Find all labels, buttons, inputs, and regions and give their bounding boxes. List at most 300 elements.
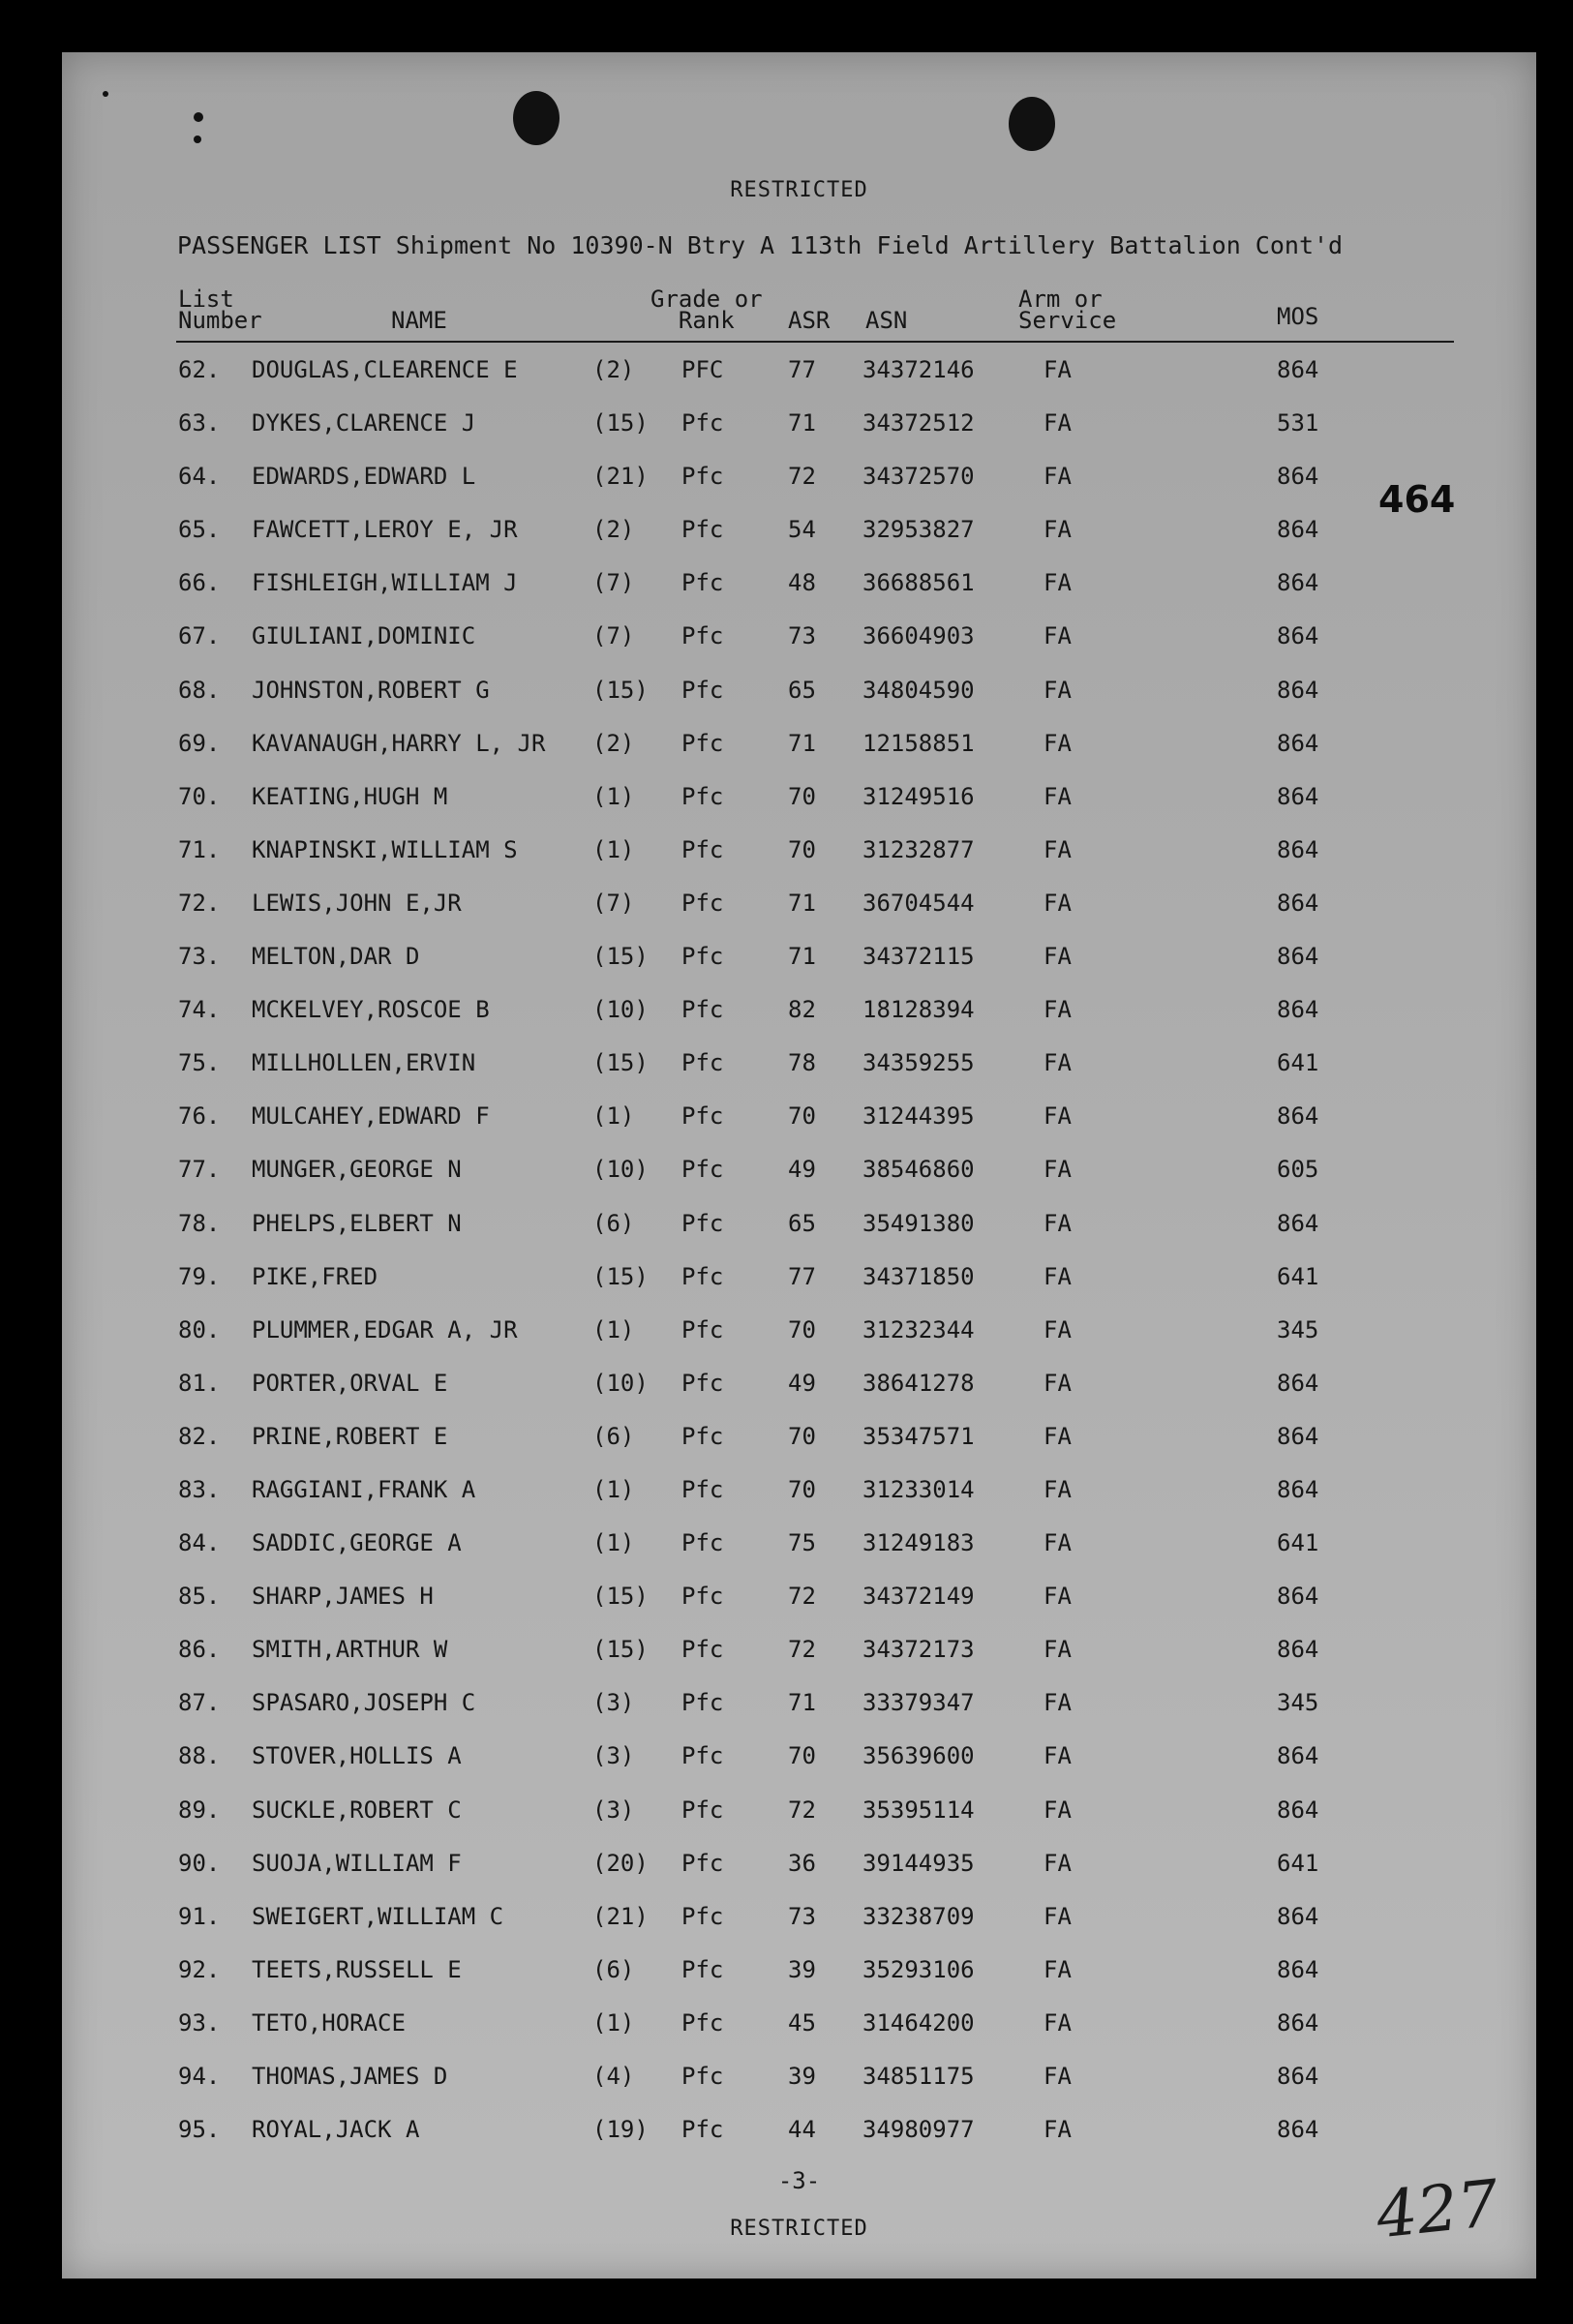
name-cell: SWEIGERT,WILLIAM C — [252, 1902, 504, 1930]
asn-cell: 18128394 — [862, 996, 975, 1024]
grade-cell: (1) — [592, 1529, 635, 1557]
grade-cell: (21) — [592, 1902, 649, 1930]
grade-cell: (3) — [592, 1742, 635, 1770]
grade-cell: (4) — [592, 2063, 635, 2090]
asn-cell: 34359255 — [862, 1049, 975, 1077]
asr-cell: 70 — [788, 1102, 816, 1131]
name-cell: KAVANAUGH,HARRY L, JR — [252, 729, 546, 757]
arm-cell: FA — [1044, 1156, 1072, 1184]
table-row — [62, 823, 1536, 876]
name-cell: GIULIANI,DOMINIC — [252, 622, 476, 650]
column-header-list-number: List Number — [178, 286, 262, 334]
table-row — [62, 1142, 1536, 1195]
name-cell: TETO,HORACE — [252, 2008, 406, 2037]
arm-cell: FA — [1044, 2063, 1072, 2090]
table-row — [62, 609, 1536, 662]
rank-cell: Pfc — [681, 463, 724, 491]
arm-cell: FA — [1044, 1262, 1072, 1290]
arm-cell: FA — [1044, 463, 1072, 491]
table-row — [62, 1409, 1536, 1463]
grade-cell: (7) — [592, 622, 635, 650]
name-cell: STOVER,HOLLIS A — [252, 1742, 462, 1770]
arm-cell: FA — [1044, 2008, 1072, 2037]
column-header-grade: Grade or Rank — [650, 286, 763, 334]
list-number-cell: 93. — [178, 2008, 221, 2037]
mos-cell: 864 — [1277, 622, 1319, 650]
asn-cell: 35347571 — [862, 1422, 975, 1450]
table-row — [62, 1303, 1536, 1356]
arm-cell: FA — [1044, 1955, 1072, 1983]
rank-cell: Pfc — [681, 1796, 724, 1824]
asr-cell: 71 — [788, 409, 816, 438]
arm-cell: FA — [1044, 889, 1072, 917]
arm-cell: FA — [1044, 996, 1072, 1024]
mos-cell: 864 — [1277, 1475, 1319, 1503]
rank-cell: Pfc — [681, 622, 724, 650]
grade-cell: (10) — [592, 1156, 649, 1184]
asn-cell: 31244395 — [862, 1102, 975, 1131]
grade-cell: (1) — [592, 1102, 635, 1131]
asr-cell: 39 — [788, 1955, 816, 1983]
mos-cell: 864 — [1277, 1636, 1319, 1664]
name-cell: JOHNSTON,ROBERT G — [252, 676, 490, 704]
list-number-cell: 64. — [178, 463, 221, 491]
rank-cell: Pfc — [681, 782, 724, 810]
asr-cell: 65 — [788, 1209, 816, 1237]
rank-cell: Pfc — [681, 1636, 724, 1664]
column-header-mos: MOS — [1277, 303, 1319, 330]
list-number-cell: 62. — [178, 356, 221, 383]
list-number-cell: 91. — [178, 1902, 221, 1930]
list-number-cell: 69. — [178, 729, 221, 757]
rank-cell: Pfc — [681, 569, 724, 597]
list-number-cell: 79. — [178, 1262, 221, 1290]
mos-cell: 531 — [1277, 409, 1319, 438]
arm-cell: FA — [1044, 676, 1072, 704]
list-number-cell: 75. — [178, 1049, 221, 1077]
table-row — [62, 1889, 1536, 1943]
asr-cell: 49 — [788, 1369, 816, 1397]
list-number-cell: 72. — [178, 889, 221, 917]
table-row — [62, 1622, 1536, 1675]
arm-cell: FA — [1044, 356, 1072, 383]
arm-cell: FA — [1044, 1369, 1072, 1397]
rank-cell: Pfc — [681, 1529, 724, 1557]
asr-cell: 77 — [788, 356, 816, 383]
mos-cell: 864 — [1277, 1955, 1319, 1983]
asr-cell: 54 — [788, 516, 816, 544]
table-row — [62, 556, 1536, 609]
rank-cell: Pfc — [681, 1049, 724, 1077]
arm-cell: FA — [1044, 1529, 1072, 1557]
mos-cell: 864 — [1277, 1583, 1319, 1611]
name-cell: PRINE,ROBERT E — [252, 1422, 448, 1450]
rank-cell: Pfc — [681, 943, 724, 971]
asn-cell: 31232877 — [862, 835, 975, 863]
rank-cell: PFC — [681, 356, 724, 383]
column-header-asn: ASN — [865, 307, 908, 334]
rank-cell: Pfc — [681, 1849, 724, 1877]
list-number-cell: 83. — [178, 1475, 221, 1503]
column-header-arm: Arm or Service — [1018, 286, 1117, 334]
table-row — [62, 982, 1536, 1036]
list-number-cell: 82. — [178, 1422, 221, 1450]
grade-cell: (15) — [592, 409, 649, 438]
mos-cell: 864 — [1277, 1422, 1319, 1450]
asr-cell: 77 — [788, 1262, 816, 1290]
asr-cell: 45 — [788, 2008, 816, 2037]
asn-cell: 31232344 — [862, 1315, 975, 1343]
grade-cell: (10) — [592, 1369, 649, 1397]
mos-cell: 864 — [1277, 1369, 1319, 1397]
mos-cell: 864 — [1277, 729, 1319, 757]
table-row — [62, 1356, 1536, 1409]
name-cell: SHARP,JAMES H — [252, 1583, 434, 1611]
asr-cell: 75 — [788, 1529, 816, 1557]
rank-cell: Pfc — [681, 1102, 724, 1131]
name-cell: SPASARO,JOSEPH C — [252, 1689, 476, 1717]
name-cell: TEETS,RUSSELL E — [252, 1955, 462, 1983]
name-cell: MULCAHEY,EDWARD F — [252, 1102, 490, 1131]
grade-cell: (2) — [592, 356, 635, 383]
asr-cell: 65 — [788, 676, 816, 704]
name-cell: PHELPS,ELBERT N — [252, 1209, 462, 1237]
table-row — [62, 502, 1536, 556]
grade-cell: (6) — [592, 1422, 635, 1450]
table-row — [62, 1996, 1536, 2049]
rank-cell: Pfc — [681, 2008, 724, 2037]
table-row — [62, 1675, 1536, 1729]
grade-cell: (3) — [592, 1689, 635, 1717]
grade-cell: (3) — [592, 1796, 635, 1824]
rank-cell: Pfc — [681, 1156, 724, 1184]
asn-cell: 34372512 — [862, 409, 975, 438]
asr-cell: 71 — [788, 729, 816, 757]
grade-cell: (1) — [592, 782, 635, 810]
asn-cell: 34980977 — [862, 2116, 975, 2144]
grade-cell: (15) — [592, 1262, 649, 1290]
mos-cell: 864 — [1277, 835, 1319, 863]
table-row — [62, 1036, 1536, 1089]
mos-cell: 641 — [1277, 1849, 1319, 1877]
list-number-cell: 65. — [178, 516, 221, 544]
asn-cell: 31249183 — [862, 1529, 975, 1557]
asr-cell: 36 — [788, 1849, 816, 1877]
table-row — [62, 1943, 1536, 1996]
rank-cell: Pfc — [681, 1422, 724, 1450]
rank-cell: Pfc — [681, 1315, 724, 1343]
table-row — [62, 1463, 1536, 1516]
list-number-cell: 88. — [178, 1742, 221, 1770]
asn-cell: 34372115 — [862, 943, 975, 971]
mos-cell: 864 — [1277, 1902, 1319, 1930]
grade-cell: (2) — [592, 729, 635, 757]
asn-cell: 36704544 — [862, 889, 975, 917]
asr-cell: 70 — [788, 1315, 816, 1343]
asr-cell: 73 — [788, 622, 816, 650]
list-number-cell: 86. — [178, 1636, 221, 1664]
arm-cell: FA — [1044, 569, 1072, 597]
list-number-cell: 95. — [178, 2116, 221, 2144]
arm-cell: FA — [1044, 943, 1072, 971]
name-cell: DYKES,CLARENCE J — [252, 409, 476, 438]
arm-cell: FA — [1044, 1475, 1072, 1503]
name-cell: FISHLEIGH,WILLIAM J — [252, 569, 518, 597]
grade-cell: (2) — [592, 516, 635, 544]
arm-cell: FA — [1044, 1636, 1072, 1664]
rank-cell: Pfc — [681, 1689, 724, 1717]
arm-cell: FA — [1044, 1796, 1072, 1824]
asr-cell: 78 — [788, 1049, 816, 1077]
mos-cell: 641 — [1277, 1049, 1319, 1077]
asr-cell: 71 — [788, 1689, 816, 1717]
passenger-table — [62, 343, 1536, 2156]
rank-cell: Pfc — [681, 1369, 724, 1397]
asn-cell: 38641278 — [862, 1369, 975, 1397]
list-number-cell: 68. — [178, 676, 221, 704]
mos-cell: 864 — [1277, 569, 1319, 597]
list-number-cell: 70. — [178, 782, 221, 810]
mos-cell: 864 — [1277, 943, 1319, 971]
arm-cell: FA — [1044, 835, 1072, 863]
mos-cell: 345 — [1277, 1689, 1319, 1717]
punch-hole-left — [513, 91, 560, 145]
mos-cell: 864 — [1277, 1796, 1319, 1824]
asr-cell: 70 — [788, 1742, 816, 1770]
arm-cell: FA — [1044, 1742, 1072, 1770]
asn-cell: 35639600 — [862, 1742, 975, 1770]
mos-cell: 864 — [1277, 782, 1319, 810]
table-row — [62, 343, 1536, 396]
table-row — [62, 1569, 1536, 1622]
name-cell: PIKE,FRED — [252, 1262, 378, 1290]
arm-cell: FA — [1044, 1102, 1072, 1131]
mos-cell: 864 — [1277, 2116, 1319, 2144]
grade-cell: (7) — [592, 569, 635, 597]
asr-cell: 70 — [788, 1475, 816, 1503]
mos-cell: 641 — [1277, 1262, 1319, 1290]
rank-cell: Pfc — [681, 1902, 724, 1930]
grade-cell: (10) — [592, 996, 649, 1024]
list-number-cell: 89. — [178, 1796, 221, 1824]
asn-cell: 34372149 — [862, 1583, 975, 1611]
asr-cell: 72 — [788, 1583, 816, 1611]
mos-cell: 864 — [1277, 1742, 1319, 1770]
footer-restricted: RESTRICTED — [730, 2217, 868, 2241]
list-number-cell: 76. — [178, 1102, 221, 1131]
asn-cell: 33238709 — [862, 1902, 975, 1930]
rank-cell: Pfc — [681, 676, 724, 704]
asn-cell: 31464200 — [862, 2008, 975, 2037]
asn-cell: 34372570 — [862, 463, 975, 491]
name-cell: PLUMMER,EDGAR A, JR — [252, 1315, 518, 1343]
asr-cell: 70 — [788, 1422, 816, 1450]
asn-cell: 34372173 — [862, 1636, 975, 1664]
arm-cell: FA — [1044, 409, 1072, 438]
grade-cell: (15) — [592, 1583, 649, 1611]
handwritten-note: 427 — [1373, 2165, 1502, 2253]
asn-cell: 31233014 — [862, 1475, 975, 1503]
grade-cell: (1) — [592, 1315, 635, 1343]
asr-cell: 72 — [788, 1796, 816, 1824]
table-row — [62, 1516, 1536, 1569]
grade-cell: (15) — [592, 943, 649, 971]
table-row — [62, 396, 1536, 449]
grade-cell: (15) — [592, 676, 649, 704]
table-row — [62, 1250, 1536, 1303]
rank-cell: Pfc — [681, 1262, 724, 1290]
mos-cell: 864 — [1277, 463, 1319, 491]
grade-cell: (19) — [592, 2116, 649, 2144]
name-cell: THOMAS,JAMES D — [252, 2063, 448, 2090]
stamp-number: 464 — [1378, 478, 1456, 521]
rank-cell: Pfc — [681, 996, 724, 1024]
asr-cell: 82 — [788, 996, 816, 1024]
asn-cell: 34371850 — [862, 1262, 975, 1290]
arm-cell: FA — [1044, 1689, 1072, 1717]
list-number-cell: 67. — [178, 622, 221, 650]
mos-cell: 605 — [1277, 1156, 1319, 1184]
rank-cell: Pfc — [681, 889, 724, 917]
arm-cell: FA — [1044, 1849, 1072, 1877]
table-row — [62, 716, 1536, 770]
mos-cell: 864 — [1277, 516, 1319, 544]
ink-speck — [103, 91, 108, 97]
rank-cell: Pfc — [681, 1955, 724, 1983]
mos-cell: 864 — [1277, 356, 1319, 383]
header-restricted: RESTRICTED — [730, 178, 868, 202]
rank-cell: Pfc — [681, 2063, 724, 2090]
mos-cell: 864 — [1277, 676, 1319, 704]
asn-cell: 34851175 — [862, 2063, 975, 2090]
mos-cell: 864 — [1277, 1209, 1319, 1237]
grade-cell: (6) — [592, 1955, 635, 1983]
list-number-cell: 77. — [178, 1156, 221, 1184]
ink-speck — [194, 112, 203, 122]
table-row — [62, 2102, 1536, 2156]
arm-cell: FA — [1044, 1422, 1072, 1450]
grade-cell: (1) — [592, 1475, 635, 1503]
asn-cell: 33379347 — [862, 1689, 975, 1717]
table-row — [62, 449, 1536, 502]
name-cell: MILLHOLLEN,ERVIN — [252, 1049, 476, 1077]
mos-cell: 345 — [1277, 1315, 1319, 1343]
table-row — [62, 663, 1536, 716]
name-cell: LEWIS,JOHN E,JR — [252, 889, 462, 917]
asr-cell: 70 — [788, 782, 816, 810]
list-number-cell: 66. — [178, 569, 221, 597]
rank-cell: Pfc — [681, 409, 724, 438]
mos-cell: 641 — [1277, 1529, 1319, 1557]
arm-cell: FA — [1044, 1315, 1072, 1343]
list-number-cell: 63. — [178, 409, 221, 438]
list-number-cell: 71. — [178, 835, 221, 863]
asr-cell: 71 — [788, 889, 816, 917]
mos-cell: 864 — [1277, 1102, 1319, 1131]
asr-cell: 48 — [788, 569, 816, 597]
name-cell: KNAPINSKI,WILLIAM S — [252, 835, 518, 863]
asn-cell: 34372146 — [862, 356, 975, 383]
arm-cell: FA — [1044, 2116, 1072, 2144]
name-cell: FAWCETT,LEROY E, JR — [252, 516, 518, 544]
grade-cell: (7) — [592, 889, 635, 917]
arm-cell: FA — [1044, 729, 1072, 757]
rank-cell: Pfc — [681, 835, 724, 863]
name-cell: MCKELVEY,ROSCOE B — [252, 996, 490, 1024]
asn-cell: 12158851 — [862, 729, 975, 757]
mos-cell: 864 — [1277, 2063, 1319, 2090]
list-number-cell: 92. — [178, 1955, 221, 1983]
name-cell: SUCKLE,ROBERT C — [252, 1796, 462, 1824]
arm-cell: FA — [1044, 516, 1072, 544]
asn-cell: 31249516 — [862, 782, 975, 810]
asr-cell: 44 — [788, 2116, 816, 2144]
table-row — [62, 876, 1536, 929]
column-header-asr: ASR — [788, 307, 831, 334]
asn-cell: 35395114 — [862, 1796, 975, 1824]
arm-cell: FA — [1044, 1209, 1072, 1237]
grade-cell: (1) — [592, 2008, 635, 2037]
arm-cell: FA — [1044, 1902, 1072, 1930]
name-cell: RAGGIANI,FRANK A — [252, 1475, 476, 1503]
grade-cell: (15) — [592, 1049, 649, 1077]
asn-cell: 32953827 — [862, 516, 975, 544]
rank-cell: Pfc — [681, 2116, 724, 2144]
name-cell: SUOJA,WILLIAM F — [252, 1849, 462, 1877]
rank-cell: Pfc — [681, 1742, 724, 1770]
arm-cell: FA — [1044, 622, 1072, 650]
list-number-cell: 80. — [178, 1315, 221, 1343]
rank-cell: Pfc — [681, 516, 724, 544]
list-number-cell: 85. — [178, 1583, 221, 1611]
asn-cell: 35491380 — [862, 1209, 975, 1237]
table-row — [62, 1196, 1536, 1250]
rank-cell: Pfc — [681, 1475, 724, 1503]
asn-cell: 36688561 — [862, 569, 975, 597]
asr-cell: 72 — [788, 463, 816, 491]
punch-hole-right — [1009, 97, 1055, 151]
arm-cell: FA — [1044, 782, 1072, 810]
mos-cell: 864 — [1277, 2008, 1319, 2037]
grade-cell: (6) — [592, 1209, 635, 1237]
name-cell: SADDIC,GEORGE A — [252, 1529, 462, 1557]
asn-cell: 36604903 — [862, 622, 975, 650]
name-cell: SMITH,ARTHUR W — [252, 1636, 448, 1664]
mos-cell: 864 — [1277, 889, 1319, 917]
document-title: PASSENGER LIST Shipment No 10390-N Btry A 113th Field Artillery Battalion Cont'd — [177, 231, 1344, 259]
name-cell: KEATING,HUGH M — [252, 782, 448, 810]
list-number-cell: 90. — [178, 1849, 221, 1877]
grade-cell: (21) — [592, 463, 649, 491]
asr-cell: 72 — [788, 1636, 816, 1664]
asn-cell: 39144935 — [862, 1849, 975, 1877]
name-cell: DOUGLAS,CLEARENCE E — [252, 356, 518, 383]
arm-cell: FA — [1044, 1049, 1072, 1077]
table-row — [62, 1836, 1536, 1889]
asn-cell: 34804590 — [862, 676, 975, 704]
asr-cell: 39 — [788, 2063, 816, 2090]
asr-cell: 70 — [788, 835, 816, 863]
column-header-name: NAME — [391, 307, 447, 334]
table-row — [62, 770, 1536, 823]
table-row — [62, 2049, 1536, 2102]
document-page — [62, 52, 1536, 2279]
table-row — [62, 1089, 1536, 1142]
arm-cell: FA — [1044, 1583, 1072, 1611]
list-number-cell: 87. — [178, 1689, 221, 1717]
asr-cell: 49 — [788, 1156, 816, 1184]
name-cell: MELTON,DAR D — [252, 943, 420, 971]
